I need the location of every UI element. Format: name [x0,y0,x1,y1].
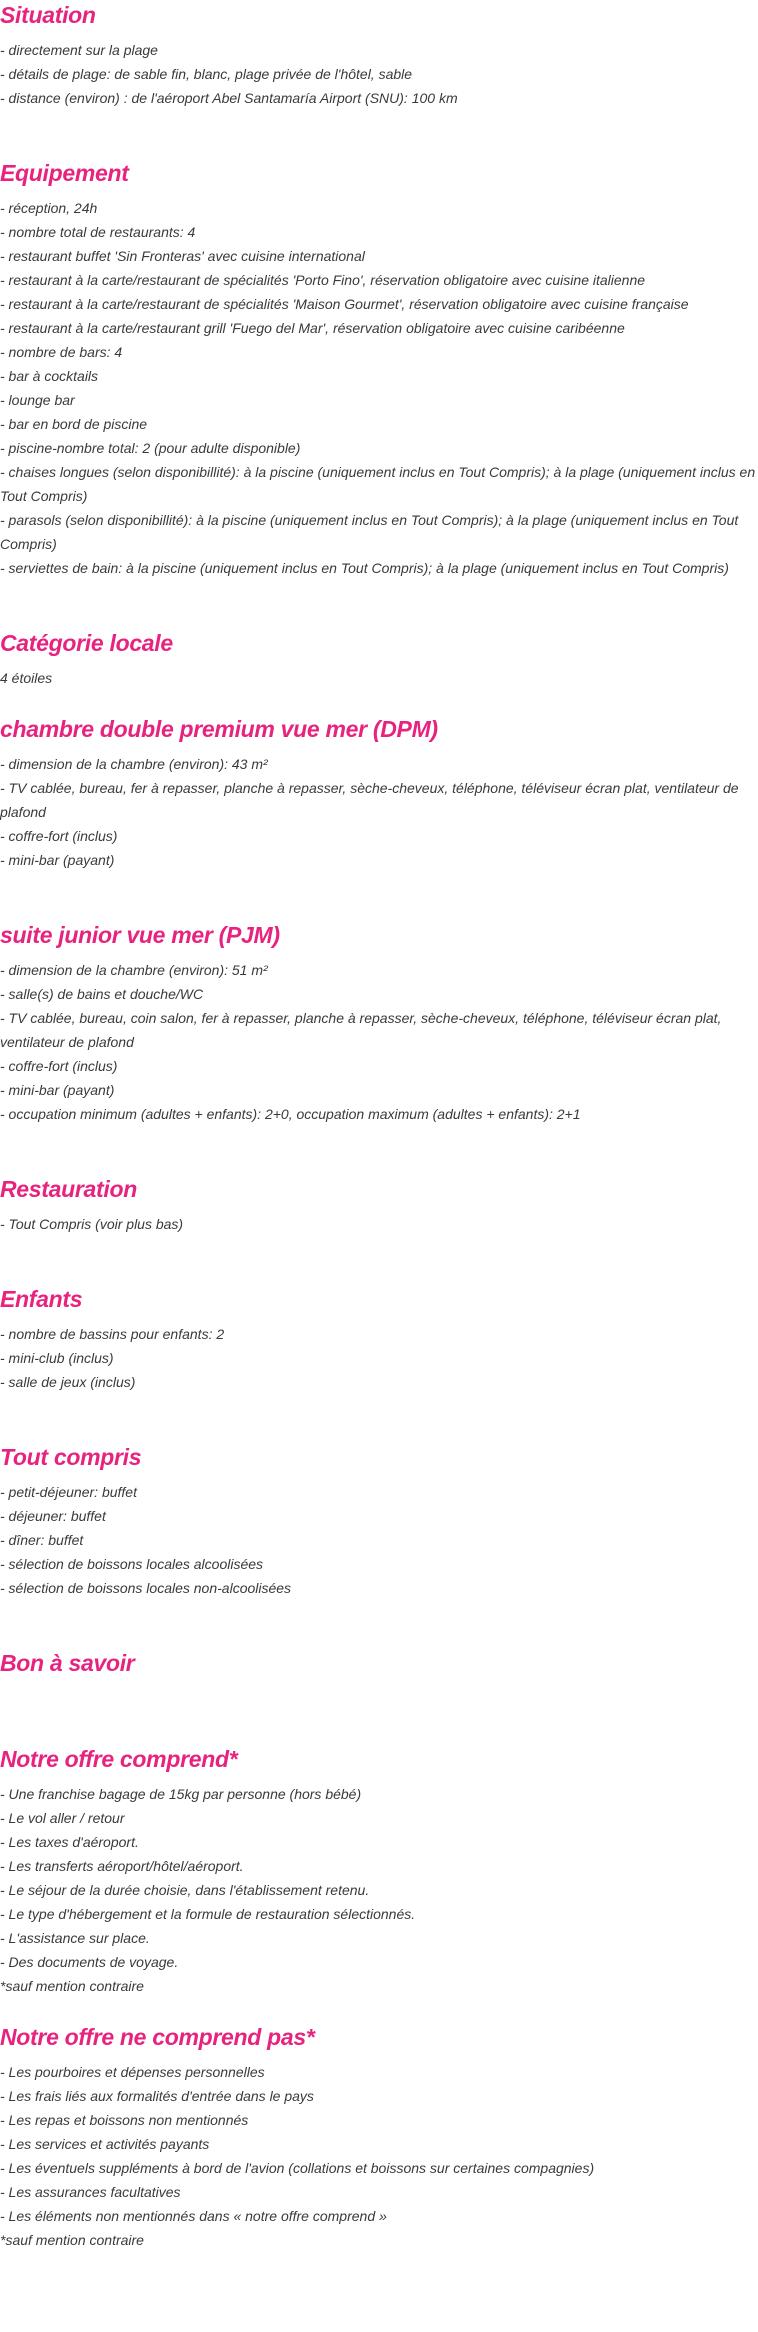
list-item: - salle de jeux (inclus) [0,1374,136,1390]
list-item: - piscine-nombre total: 2 (pour adulte disponible) [0,440,301,456]
section-lines [0,1480,758,1600]
list-item: - dîner: buffet [0,1532,84,1548]
list-item: - restaurant à la carte/restaurant de spécialités 'Porto Fino', réservation obligatoire avec cuisine italienne [0,272,646,288]
section-lines [0,752,758,872]
section-title: Restauration [0,1176,137,1202]
section-categorie-locale [0,628,758,690]
list-item: - salle(s) de bains et douche/WC [0,986,204,1002]
list-item: - détails de plage: de sable fin, blanc, plage privée de l'hôtel, sable [0,66,413,82]
list-item: - L'assistance sur place. [0,1930,150,1946]
list-item: - dimension de la chambre (environ): 51 m² [0,962,268,978]
section-lines [0,2060,758,2252]
footnote: *sauf mention contraire [0,2232,144,2248]
list-item: - Les assurances facultatives [0,2184,181,2200]
section-title: Catégorie locale [0,630,173,656]
list-item: - mini-bar (payant) [0,1082,115,1098]
list-item: - bar à cocktails [0,368,99,384]
section-lines [0,666,758,690]
section-title: Tout compris [0,1444,142,1470]
list-item: - parasols (selon disponibillité): à la piscine (uniquement inclus en Tout Compris); à la plage (uniquement inclus en Tout Compris) [0,512,739,552]
list-item: - déjeuner: buffet [0,1508,106,1524]
section-title: Notre offre comprend* [0,1746,238,1772]
list-item: - distance (environ) : de l'aéroport Abel Santamaría Airport (SNU): 100 km [0,90,458,106]
list-item: - sélection de boissons locales alcoolisées [0,1556,264,1572]
section-situation [0,0,758,110]
list-item: - lounge bar [0,392,75,408]
list-item: - nombre total de restaurants: 4 [0,224,196,240]
list-item: - sélection de boissons locales non-alcoolisées [0,1580,292,1596]
section-title: Notre offre ne comprend pas* [0,2024,315,2050]
list-item: - dimension de la chambre (environ): 43 m² [0,756,268,772]
section-offre-ne-comprend-pas [0,2022,758,2252]
list-item: - serviettes de bain: à la piscine (uniquement inclus en Tout Compris); à la plage (uniquement inclus en Tout Compris) [0,560,729,576]
list-item: - Les frais liés aux formalités d'entrée dans le pays [0,2088,314,2104]
list-item: - bar en bord de piscine [0,416,148,432]
list-item: - occupation minimum (adultes + enfants): 2+0, occupation maximum (adultes + enfants): 2+1 [0,1106,581,1122]
section-restauration [0,1174,758,1236]
list-item: - Les transferts aéroport/hôtel/aéroport. [0,1858,244,1874]
list-item: - TV cablée, bureau, coin salon, fer à repasser, planche à repasser, sèche-cheveux, téléphone, téléviseur écran plat, ventilateur de plafond [0,1010,722,1050]
list-item: - petit-déjeuner: buffet [0,1484,137,1500]
list-item: - Le séjour de la durée choisie, dans l'établissement retenu. [0,1882,370,1898]
section-lines [0,1212,758,1236]
list-item: - Le type d'hébergement et la formule de restauration sélectionnés. [0,1906,416,1922]
list-item: - Une franchise bagage de 15kg par personne (hors bébé) [0,1786,362,1802]
section-equipement [0,158,758,580]
section-lines [0,196,758,580]
list-item: - directement sur la plage [0,42,158,58]
footnote: *sauf mention contraire [0,1978,144,1994]
section-lines [0,38,758,110]
list-item: - coffre-fort (inclus) [0,1058,118,1074]
list-item: - nombre de bars: 4 [0,344,123,360]
list-item: - nombre de bassins pour enfants: 2 [0,1326,225,1342]
list-item: - Les pourboires et dépenses personnelles [0,2064,265,2080]
section-title: Equipement [0,160,129,186]
list-item: - restaurant buffet 'Sin Fronteras' avec cuisine international [0,248,365,264]
section-lines [0,958,758,1126]
list-item: - restaurant à la carte/restaurant grill 'Fuego del Mar', réservation obligatoire avec cuisine caribéenne [0,320,625,336]
list-item: - réception, 24h [0,200,98,216]
list-item: 4 étoiles [0,670,53,686]
list-item: - mini-bar (payant) [0,852,115,868]
section-title: Situation [0,2,96,28]
list-item: - restaurant à la carte/restaurant de spécialités 'Maison Gourmet', réservation obligatoire avec cuisine française [0,296,689,312]
section-title: Enfants [0,1286,83,1312]
list-item: - Les repas et boissons non mentionnés [0,2112,249,2128]
section-title: Bon à savoir [0,1650,135,1676]
list-item: - coffre-fort (inclus) [0,828,118,844]
section-lines [0,1782,758,1998]
list-item: - Des documents de voyage. [0,1954,179,1970]
section-title: chambre double premium vue mer (DPM) [0,716,438,742]
section-title: suite junior vue mer (PJM) [0,922,280,948]
section-offre-comprend [0,1744,758,1998]
list-item: - Le vol aller / retour [0,1810,125,1826]
list-item: - mini-club (inclus) [0,1350,114,1366]
list-item: - Tout Compris (voir plus bas) [0,1216,184,1232]
section-suite-pjm [0,920,758,1126]
section-lines [0,1322,758,1394]
list-item: - Les services et activités payants [0,2136,210,2152]
list-item: - Les taxes d'aéroport. [0,1834,139,1850]
section-chambre-dpm [0,714,758,872]
list-item: - Les éléments non mentionnés dans « notre offre comprend » [0,2208,387,2224]
list-item: - chaises longues (selon disponibillité): à la piscine (uniquement inclus en Tout Compris); à la plage (uniquement inclus en Tout Compris) [0,464,756,504]
list-item: - Les éventuels suppléments à bord de l'avion (collations et boissons sur certaines compagnies) [0,2160,595,2176]
list-item: - TV cablée, bureau, fer à repasser, planche à repasser, sèche-cheveux, téléphone, téléviseur écran plat, ventilateur de plafond [0,780,739,820]
section-enfants [0,1284,758,1394]
section-tout-compris [0,1442,758,1600]
section-bon-a-savoir [0,1648,758,1678]
